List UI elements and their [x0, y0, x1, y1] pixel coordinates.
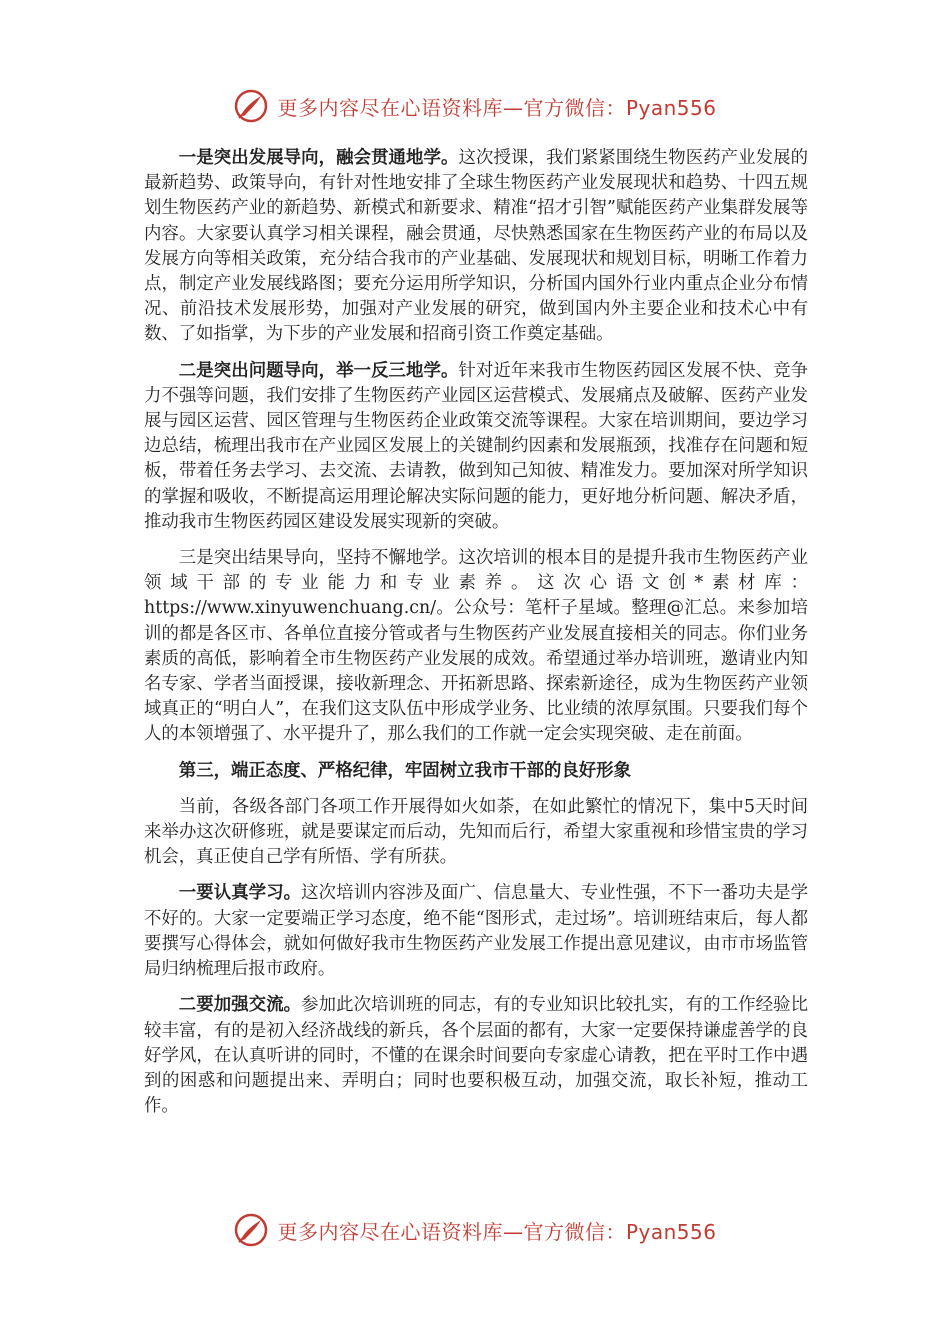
paragraph-1: 一是突出发展导向，融会贯通地学。这次授课，我们紧紧围绕生物医药产业发展的最新趋势、政策导向，有针对性地安排了全球生物医药产业发展现状和趋势、十四五规划生物医药产业的新趋势、新模式和新要求、精准“招才引智”赋能医药产业集群发展等内容。大家要认真学习相关课程，融会贯通，尽快熟悉国家在生物医药产业的布局以及发展方向等相关政策，充分结合我市的产业基础、发展现状和规划目标，明晰工作着力点，制定产业发展线路图；要充分运用所学知识，分析国内国外行业内重点企业分布情况、前沿技术发展形势，加强对产业发展的研究，做到国内外主要企业和技术心中有数、了如指掌，为下步的产业发展和招商引资工作奠定基础。 — [144, 148, 808, 345]
brush-logo-icon — [233, 1212, 269, 1248]
section-heading: 第三，端正态度、严格纪律，牢固树立我市干部的良好形象 — [178, 760, 631, 781]
paragraph-2: 二是突出问题导向，举一反三地学。针对近年来我市生物医药园区发展不快、竞争力不强等问题，我们安排了生物医药产业园区运营模式、发展痛点及破解、医药产业发展与园区运营、园区管理与生物医药企业政策交流等课程。大家在培训期间，要边学习边总结，梳理出我市在产业园区发展上的关键制约因素和发展瓶颈，找准存在问题和短板，带着任务去学习、去交流、去请教，做到知己知彼、精准发力。要加深对所学知识的掌握和吸收，不断提高运用理论解决实际问题的能力，更好地分析问题、解决矛盾，推动我市生物医药园区建设发展实现新的突破。 — [144, 360, 808, 532]
paragraph-6: 二要加强交流。参加此次培训班的同志，有的专业知识比较扎实，有的工作经验比较丰富，有的是初入经济战线的新兵，各个层面的都有，大家一定要保持谦虚善学的良好学风，在认真听讲的同时，不懂的在课余时间要向专家虚心请教，把在平时工作中遇到的困惑和问题提出来、弄明白；同时也要积极互动，加强交流，取长补短，推动工作。 — [144, 995, 808, 1117]
paragraph-4: 当前，各级各部门各项工作开展得如火如荼，在如此繁忙的情况下，集中5天时间来举办这次研修班，就是要谋定而后动，先知而后行，希望大家重视和珍惜宝贵的学习机会，真正使自己学有所悟、学有所获。 — [144, 796, 808, 868]
brush-logo-icon — [233, 88, 269, 124]
watermark-text: 更多内容尽在心语资料库—官方微信：Pyan556 — [277, 1219, 717, 1244]
watermark-banner-top — [0, 86, 950, 126]
paragraph-5: 一要认真学习。这次培训内容涉及面广、信息量大、专业性强，不下一番功夫是学不好的。大家一定要端正学习态度，绝不能“图形式，走过场”。培训班结束后，每人都要撰写心得体会，就如何做好我市生物医药产业发展工作提出意见建议，由市市场监管局归纳梳理后报市政府。 — [144, 883, 808, 980]
document-body — [144, 146, 808, 1130]
watermark-text: 更多内容尽在心语资料库—官方微信：Pyan556 — [277, 95, 717, 120]
paragraph-3: 三是突出结果导向，坚持不懈地学。这次培训的根本目的是提升我市生物医药产业领域干部的专业能力和专业素养。这次心语文创*素材库：https://www.xinyuwenchuang.cn/。公众号：笔杆子星域。整理@汇总。来参加培训的都是各区市、各单位直接分管或者与生物医药产业发展直接相关的同志。你们业务素质的高低，影响着全市生物医药产业发展的成效。希望通过举办培训班，邀请业内知名专家、学者当面授课，接收新理念、开拓新思路、探索新途径，成为生物医药产业领域真正的“明白人”，在我们这支队伍中形成学业务、比业绩的浓厚氛围。只要我们每个人的本领增强了、水平提升了，那么我们的工作就一定会实现突破、走在前面。 — [144, 548, 808, 745]
watermark-banner-bottom — [0, 1210, 950, 1250]
